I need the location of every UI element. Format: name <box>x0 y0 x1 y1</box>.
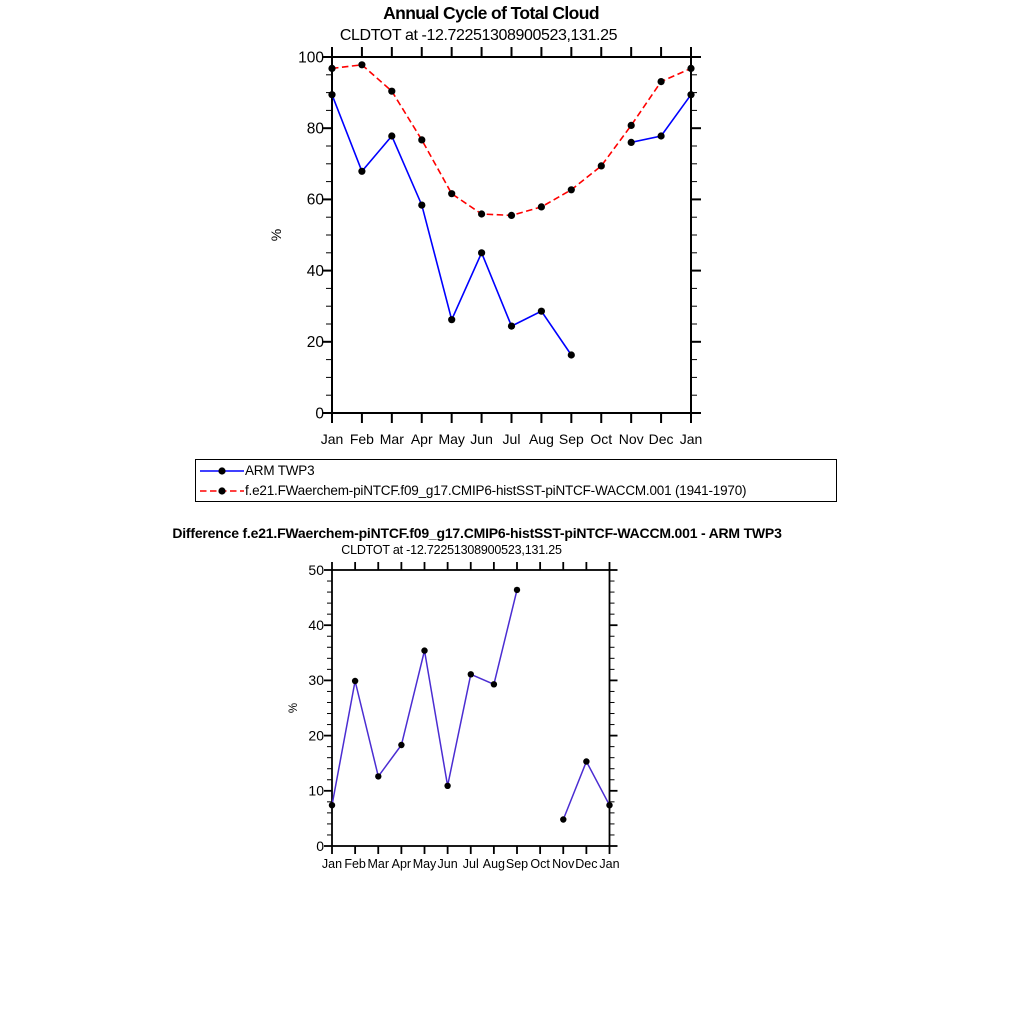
top-chart-x-tick-label: Apr <box>410 431 433 447</box>
top-chart-series-1-marker <box>687 65 694 72</box>
top-chart-x-tick-label: Jun <box>470 431 493 447</box>
top-chart-series-1-marker <box>358 61 365 68</box>
top-chart-series-0-marker <box>388 132 395 139</box>
bottom-chart-series-0-marker <box>583 758 589 764</box>
bottom-chart-x-axis <box>322 562 620 871</box>
top-chart-series-1-marker <box>628 122 635 129</box>
legend-label-arm-twp3: ARM TWP3 <box>245 463 315 478</box>
top-chart-x-tick-label: Oct <box>590 431 613 447</box>
top-chart-series-1-marker <box>418 136 425 143</box>
top-chart-series-0-marker <box>478 249 485 256</box>
top-chart-series-1-marker <box>568 186 575 193</box>
top-chart-x-axis <box>321 47 703 447</box>
bottom-chart-x-tick-label: Jan <box>599 857 620 871</box>
top-chart-y-axis-label: % <box>268 228 284 242</box>
bottom-chart-series-0-marker <box>606 802 612 808</box>
bottom-chart-series-0-marker <box>375 773 381 779</box>
bottom-chart-x-tick-label: Nov <box>552 857 575 871</box>
bottom-chart-y-tick-label: 50 <box>308 561 324 578</box>
top-chart-x-tick-label: May <box>438 431 465 447</box>
top-chart-series-0-marker <box>508 323 515 330</box>
legend-entry-model <box>199 481 836 501</box>
bottom-chart-axes-box <box>332 570 610 846</box>
top-chart-subtitle: CLDTOT at -12.72251308900523,131.25 <box>339 27 618 44</box>
bottom-chart-y-tick-label: 30 <box>308 672 324 689</box>
top-chart-series-0-marker <box>628 139 635 146</box>
bottom-chart-series-0-marker <box>444 783 450 789</box>
top-chart-y-tick-label: 20 <box>306 334 324 352</box>
top-chart-series-0-marker <box>448 316 455 323</box>
bottom-chart-x-tick-label: Sep <box>505 857 529 871</box>
bottom-chart-x-tick-label: May <box>412 857 437 871</box>
top-chart-y-tick-label: 100 <box>298 49 324 67</box>
bottom-chart <box>288 562 620 871</box>
top-chart-x-tick-label: Sep <box>558 431 584 447</box>
top-chart-series-1-marker <box>448 190 455 197</box>
bottom-chart-series-0-marker <box>352 678 358 684</box>
top-chart-axes-box <box>332 57 691 413</box>
bottom-chart-x-tick-label: Dec <box>575 857 598 871</box>
bottom-chart-series-0-marker <box>491 681 497 687</box>
bottom-chart-x-tick-label: Jul <box>462 857 479 871</box>
top-chart-series-0-line <box>332 95 691 355</box>
top-chart-series-1-marker <box>598 162 605 169</box>
bottom-chart-x-tick-label: Jan <box>321 857 343 871</box>
top-chart-series-0-marker <box>418 202 425 209</box>
top-chart-x-tick-label: Jul <box>502 431 521 447</box>
top-chart-y-tick-label: 60 <box>306 191 324 209</box>
top-chart-series-0-marker <box>358 168 365 175</box>
bottom-chart-series-0-marker <box>398 742 404 748</box>
legend-swatch-solid-line-icon <box>199 464 245 478</box>
bottom-chart-y-tick-label: 10 <box>308 782 324 799</box>
top-chart-y-tick-label: 0 <box>315 405 324 423</box>
bottom-chart-title: Difference f.e21.FWaerchem-piNTCF.f09_g17.CMIP6-histSST-piNTCF-WACCM.001 - ARM TWP3 <box>172 525 782 541</box>
top-chart-x-tick-label: Mar <box>379 431 404 447</box>
top-chart-series-1-marker <box>388 88 395 95</box>
top-chart-x-tick-label: Jan <box>320 431 344 447</box>
top-chart-y-tick-label: 80 <box>306 120 324 138</box>
top-chart-x-tick-label: Feb <box>349 431 374 447</box>
legend-swatch-dashed-line-icon <box>199 484 245 498</box>
top-chart-x-tick-label: Nov <box>618 431 644 447</box>
top-chart-series-1-marker <box>508 212 515 219</box>
top-chart-series-1-marker <box>658 78 665 85</box>
top-chart <box>268 47 702 447</box>
top-chart-title: Annual Cycle of Total Cloud <box>383 3 599 23</box>
bottom-chart-series-0-marker <box>560 816 566 822</box>
bottom-chart-series-0-marker <box>468 671 474 677</box>
bottom-chart-y-tick-label: 40 <box>308 616 324 633</box>
top-chart-x-tick-label: Aug <box>528 431 554 447</box>
bottom-chart-x-tick-label: Feb <box>344 857 366 871</box>
legend-entry-arm-twp3 <box>199 461 836 481</box>
bottom-chart-x-tick-label: Oct <box>530 857 550 871</box>
top-chart-series-0-marker <box>568 351 575 358</box>
bottom-chart-x-tick-label: Jun <box>437 857 458 871</box>
top-chart-series-1-marker <box>328 65 335 72</box>
bottom-chart-y-axis-label: % <box>288 702 300 714</box>
bottom-chart-series-0-marker <box>329 802 335 808</box>
top-chart-series-1-marker <box>538 203 545 210</box>
bottom-chart-x-tick-label: Apr <box>391 857 412 871</box>
top-chart-series-1-line <box>332 65 691 216</box>
legend-box <box>195 459 837 502</box>
bottom-chart-series-0-marker <box>514 587 520 593</box>
top-chart-series-1-marker <box>478 210 485 217</box>
top-chart-series-0-marker <box>687 91 694 98</box>
bottom-chart-series-0-marker <box>421 647 427 653</box>
bottom-chart-y-tick-label: 20 <box>308 727 324 744</box>
top-chart-series-0-marker <box>658 132 665 139</box>
top-chart-series-0-marker <box>538 308 545 315</box>
top-chart-x-tick-label: Jan <box>679 431 703 447</box>
bottom-chart-x-tick-label: Mar <box>367 857 390 871</box>
bottom-chart-y-tick-label: 0 <box>316 837 324 854</box>
bottom-chart-y-axis <box>308 562 617 854</box>
bottom-chart-subtitle: CLDTOT at -12.72251308900523,131.25 <box>341 543 562 557</box>
top-chart-x-tick-label: Dec <box>648 431 674 447</box>
bottom-chart-series-0-line <box>332 590 610 820</box>
bottom-chart-x-tick-label: Aug <box>482 857 505 871</box>
top-chart-y-tick-label: 40 <box>306 262 324 280</box>
top-chart-y-axis <box>298 49 701 422</box>
top-chart-series-0-marker <box>328 91 335 98</box>
legend-label-model: f.e21.FWaerchem-piNTCF.f09_g17.CMIP6-histSST-piNTCF-WACCM.001 (1941-1970) <box>245 483 747 498</box>
